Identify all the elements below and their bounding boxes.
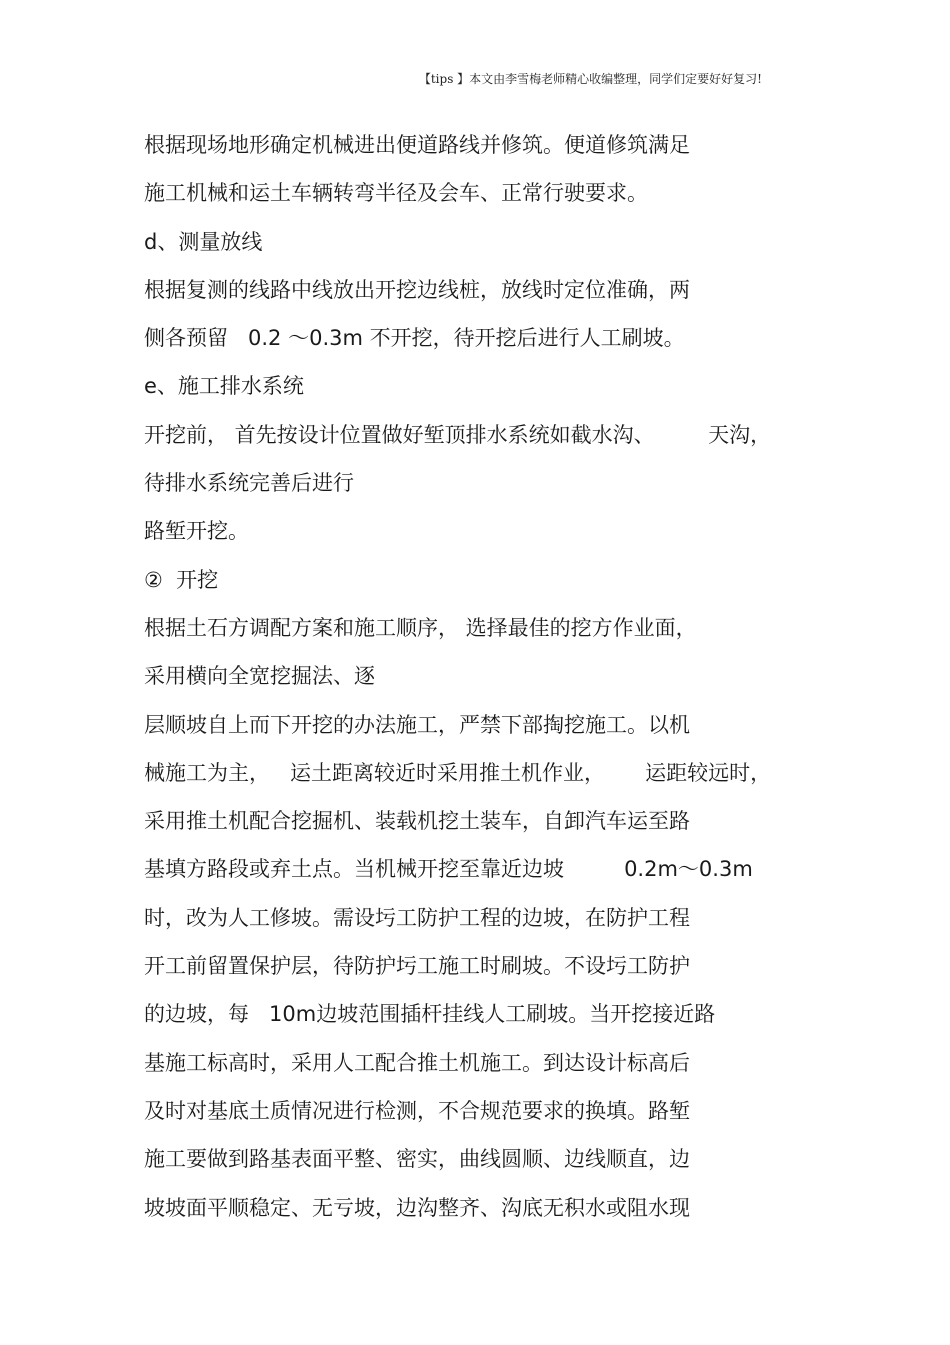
text-line: 根据现场地形确定机械进出便道路线并修筑。便道修筑满足 [144, 133, 690, 157]
text-line: 侧各预留 0.2 ～0.3m 不开挖，待开挖后进行人工刷坡。 [144, 326, 685, 351]
text-line: 层顺坡自上而下开挖的办法施工，严禁下部掏挖施工。以机 [144, 712, 690, 737]
text-line: 根据土石方调配方案和施工顺序， 选择最佳的挖方作业面， [144, 615, 697, 640]
header-tip: 【tips 】本文由李雪梅老师精心收编整理，同学们定要好好复习! [418, 72, 762, 86]
text-line: 械施工为主， 运土距离较近时采用推土机作业， 运距较远时， [144, 760, 772, 785]
text-line: 开工前留置保护层，待防护圬工施工时刷坡。不设圬工防护 [144, 954, 690, 979]
text-line: 时，改为人工修坡。需设圬工防护工程的边坡，在防护工程 [144, 905, 690, 930]
text-line: 待排水系统完善后进行 [144, 471, 354, 496]
text-line: 开挖前， 首先按设计位置做好堑顶排水系统如截水沟、 天沟， [144, 422, 772, 447]
section-heading: d、测量放线 [144, 229, 263, 254]
text-line: 的边坡，每 10m边坡范围插杆挂线人工刷坡。当开挖接近路 [144, 1002, 716, 1027]
text-line: 坡坡面平顺稳定、无亏坡，边沟整齐、沟底无积水或阻水现 [144, 1195, 690, 1220]
text-line: 采用推土机配合挖掘机、装载机挖土装车，自卸汽车运至路 [144, 809, 690, 834]
section-heading: e、施工排水系统 [144, 374, 304, 399]
text-line: 路堑开挖。 [144, 519, 249, 544]
text-line: 基填方路段或弃土点。当机械开挖至靠近边坡 0.2m～0.3m [144, 857, 753, 882]
section-heading: ② 开挖 [144, 567, 219, 592]
text-line: 施工机械和运土车辆转弯半径及会车、正常行驶要求。 [144, 181, 648, 206]
text-line: 采用横向全宽挖掘法、逐 [144, 664, 375, 689]
document-body [144, 127, 824, 1238]
text-line: 基施工标高时，采用人工配合推土机施工。到达设计标高后 [144, 1050, 690, 1075]
text-line: 施工要做到路基表面平整、密实，曲线圆顺、边线顺直，边 [144, 1147, 690, 1172]
text-line: 及时对基底土质情况进行检测，不合规范要求的换填。路堑 [144, 1098, 690, 1123]
text-line: 根据复测的线路中线放出开挖边线桩，放线时定位准确，两 [144, 277, 690, 302]
